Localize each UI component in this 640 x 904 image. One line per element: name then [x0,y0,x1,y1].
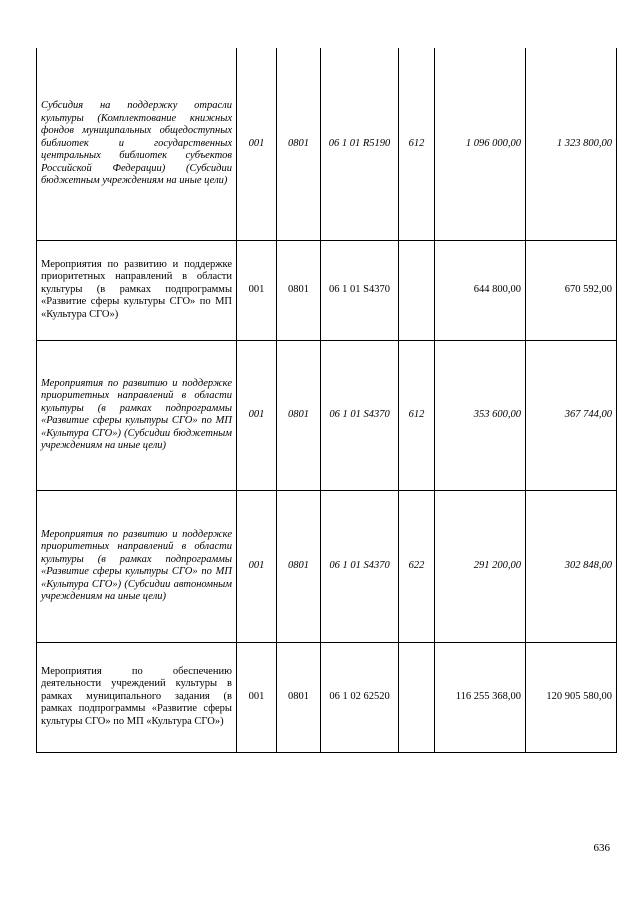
amount-year-2: 367 744,00 [526,340,617,490]
table-row [37,642,617,752]
target-article-code: 06 1 01 S4370 [321,240,399,340]
expense-type-code [399,240,435,340]
amount-year-2: 302 848,00 [526,490,617,642]
ved-code: 001 [237,240,277,340]
table-row [37,240,617,340]
section-code: 0801 [277,642,321,752]
amount-year-2: 1 323 800,00 [526,48,617,240]
row-name: Мероприятия по обеспечению деятельности учреждений культуры в рамках муниципального задания (в рамках подпрограммы «Развитие сферы культуры СГО» по МП «Культура СГО») [37,642,237,752]
ved-code: 001 [237,642,277,752]
ved-code: 001 [237,340,277,490]
amount-year-2: 120 905 580,00 [526,642,617,752]
amount-year-1: 291 200,00 [435,490,526,642]
target-article-code: 06 1 01 S4370 [321,340,399,490]
page-number: 636 [593,842,610,854]
amount-year-1: 644 800,00 [435,240,526,340]
amount-year-1: 116 255 368,00 [435,642,526,752]
section-code: 0801 [277,490,321,642]
row-name: Мероприятия по развитию и поддержке приоритетных направлений в области культуры (в рамках подпрограммы «Развитие сферы культуры СГО» по МП «Культура СГО») (Субсидии автономным учреждениям на иные цели) [37,490,237,642]
table-row [37,490,617,642]
ved-code: 001 [237,48,277,240]
table-row [37,48,617,240]
amount-year-2: 670 592,00 [526,240,617,340]
section-code: 0801 [277,240,321,340]
amount-year-1: 1 096 000,00 [435,48,526,240]
amount-year-1: 353 600,00 [435,340,526,490]
target-article-code: 06 1 01 S4370 [321,490,399,642]
row-name: Мероприятия по развитию и поддержке приоритетных направлений в области культуры (в рамках подпрограммы «Развитие сферы культуры СГО» по МП «Культура СГО») (Субсидии бюджетным учреждениям на иные цели) [37,340,237,490]
section-code: 0801 [277,48,321,240]
expense-type-code: 622 [399,490,435,642]
table-row [37,340,617,490]
expense-type-code [399,642,435,752]
section-code: 0801 [277,340,321,490]
expense-type-code: 612 [399,340,435,490]
budget-table [36,48,617,753]
expense-type-code: 612 [399,48,435,240]
target-article-code: 06 1 02 62520 [321,642,399,752]
target-article-code: 06 1 01 R5190 [321,48,399,240]
row-name: Субсидия на поддержку отрасли культуры (Комплектование книжных фондов муниципальных общедоступных библиотек и государственных центральных библиотек субъектов Российской Федерации) (Субсидии бюджетным учреждениям на иные цели) [37,48,237,240]
row-name: Мероприятия по развитию и поддержке приоритетных направлений в области культуры (в рамках подпрограммы «Развитие сферы культуры СГО» по МП «Культура СГО») [37,240,237,340]
ved-code: 001 [237,490,277,642]
